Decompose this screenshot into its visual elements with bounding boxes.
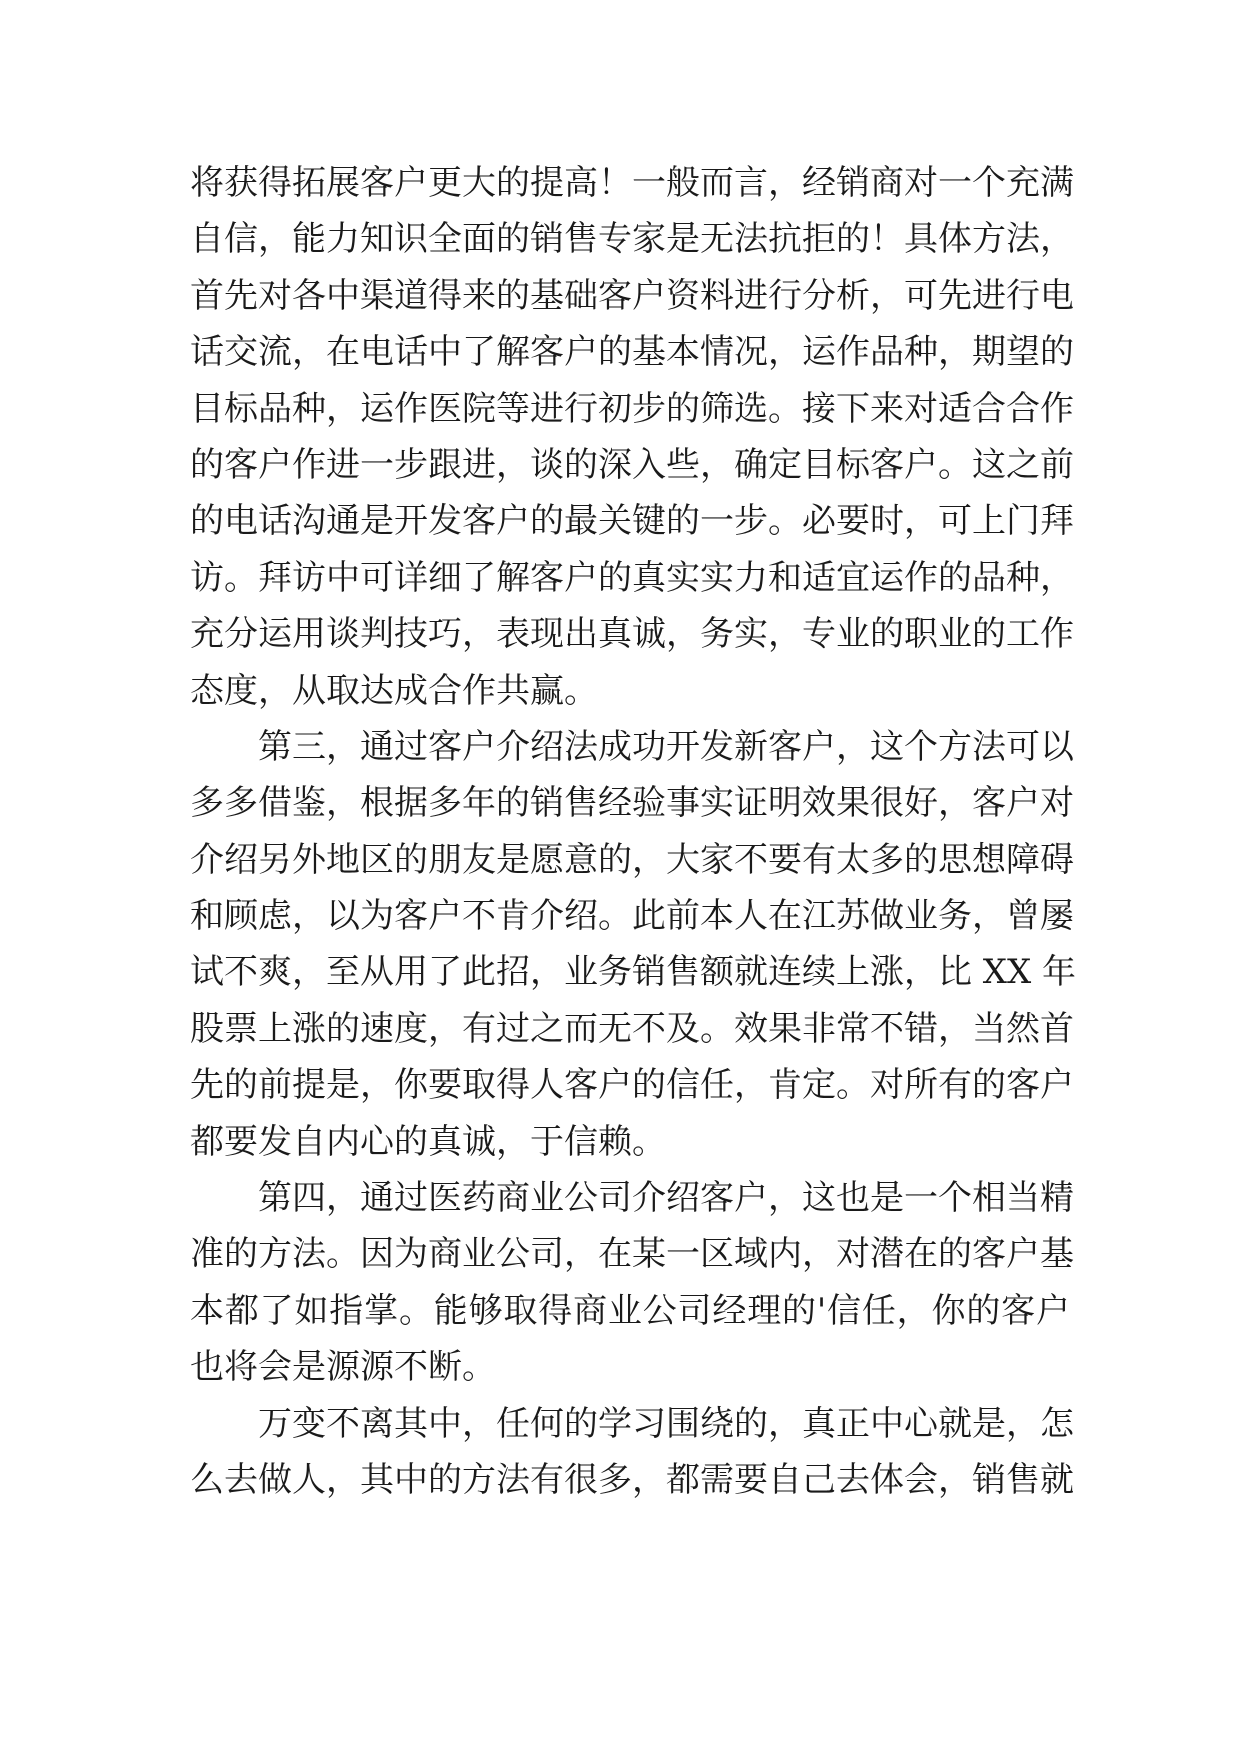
text-line: 的客户作进一步跟进，谈的深入些，确定目标客户。这之前	[190, 444, 1074, 485]
text-line: 首先对各中渠道得来的基础客户资料进行分析，可先进行电	[190, 275, 1074, 316]
text-line: 充分运用谈判技巧，表现出真诚，务实，专业的职业的工作	[190, 614, 1074, 655]
text-line: 也将会是源源不断。	[190, 1347, 496, 1388]
text-line: 多多借鉴，根据多年的销售经验事实证明效果很好，客户对	[190, 783, 1074, 824]
text-line: 的电话沟通是开发客户的最关键的一步。必要时，可上门拜	[190, 501, 1074, 542]
text-line: 目标品种，运作医院等进行初步的筛选。接下来对适合合作	[190, 388, 1074, 429]
text-line: 和顾虑，以为客户不肯介绍。此前本人在江苏做业务，曾屡	[190, 896, 1074, 937]
text-line: 先的前提是，你要取得人客户的信任，肯定。对所有的客户	[190, 1065, 1074, 1106]
text-line: 第三，通过客户介绍法成功开发新客户，这个方法可以	[258, 726, 1074, 767]
text-line: 第四，通过医药商业公司介绍客户，这也是一个相当精	[258, 1178, 1074, 1219]
text-line: 态度，从取达成合作共赢。	[190, 670, 598, 711]
document-body	[190, 155, 1077, 1508]
text-line: 话交流，在电话中了解客户的基本情况，运作品种，期望的	[190, 332, 1074, 373]
text-line: 万变不离其中，任何的学习围绕的，真正中心就是，怎	[258, 1403, 1074, 1444]
text-line: 介绍另外地区的朋友是愿意的，大家不要有太多的思想障碍	[190, 839, 1074, 880]
text-line: 自信，能力知识全面的销售专家是无法抗拒的！具体方法，	[190, 219, 1074, 260]
text-line: 么去做人，其中的方法有很多，都需要自己去体会，销售就	[190, 1459, 1074, 1500]
text-line: 试不爽，至从用了此招，业务销售额就连续上涨，比 XX 年	[190, 952, 1077, 993]
text-line: 将获得拓展客户更大的提高！一般而言，经销商对一个充满	[190, 163, 1074, 203]
text-line: 访。拜访中可详细了解客户的真实实力和适宜运作的品种，	[190, 557, 1074, 598]
text-line: 准的方法。因为商业公司，在某一区域内，对潜在的客户基	[190, 1234, 1074, 1275]
text-line: 都要发自内心的真诚，于信赖。	[190, 1121, 666, 1162]
text-line: 本都了如指掌。能够取得商业公司经理的'信任，你的客户	[190, 1290, 1070, 1331]
text-line: 股票上涨的速度，有过之而无不及。效果非常不错，当然首	[190, 1008, 1074, 1049]
